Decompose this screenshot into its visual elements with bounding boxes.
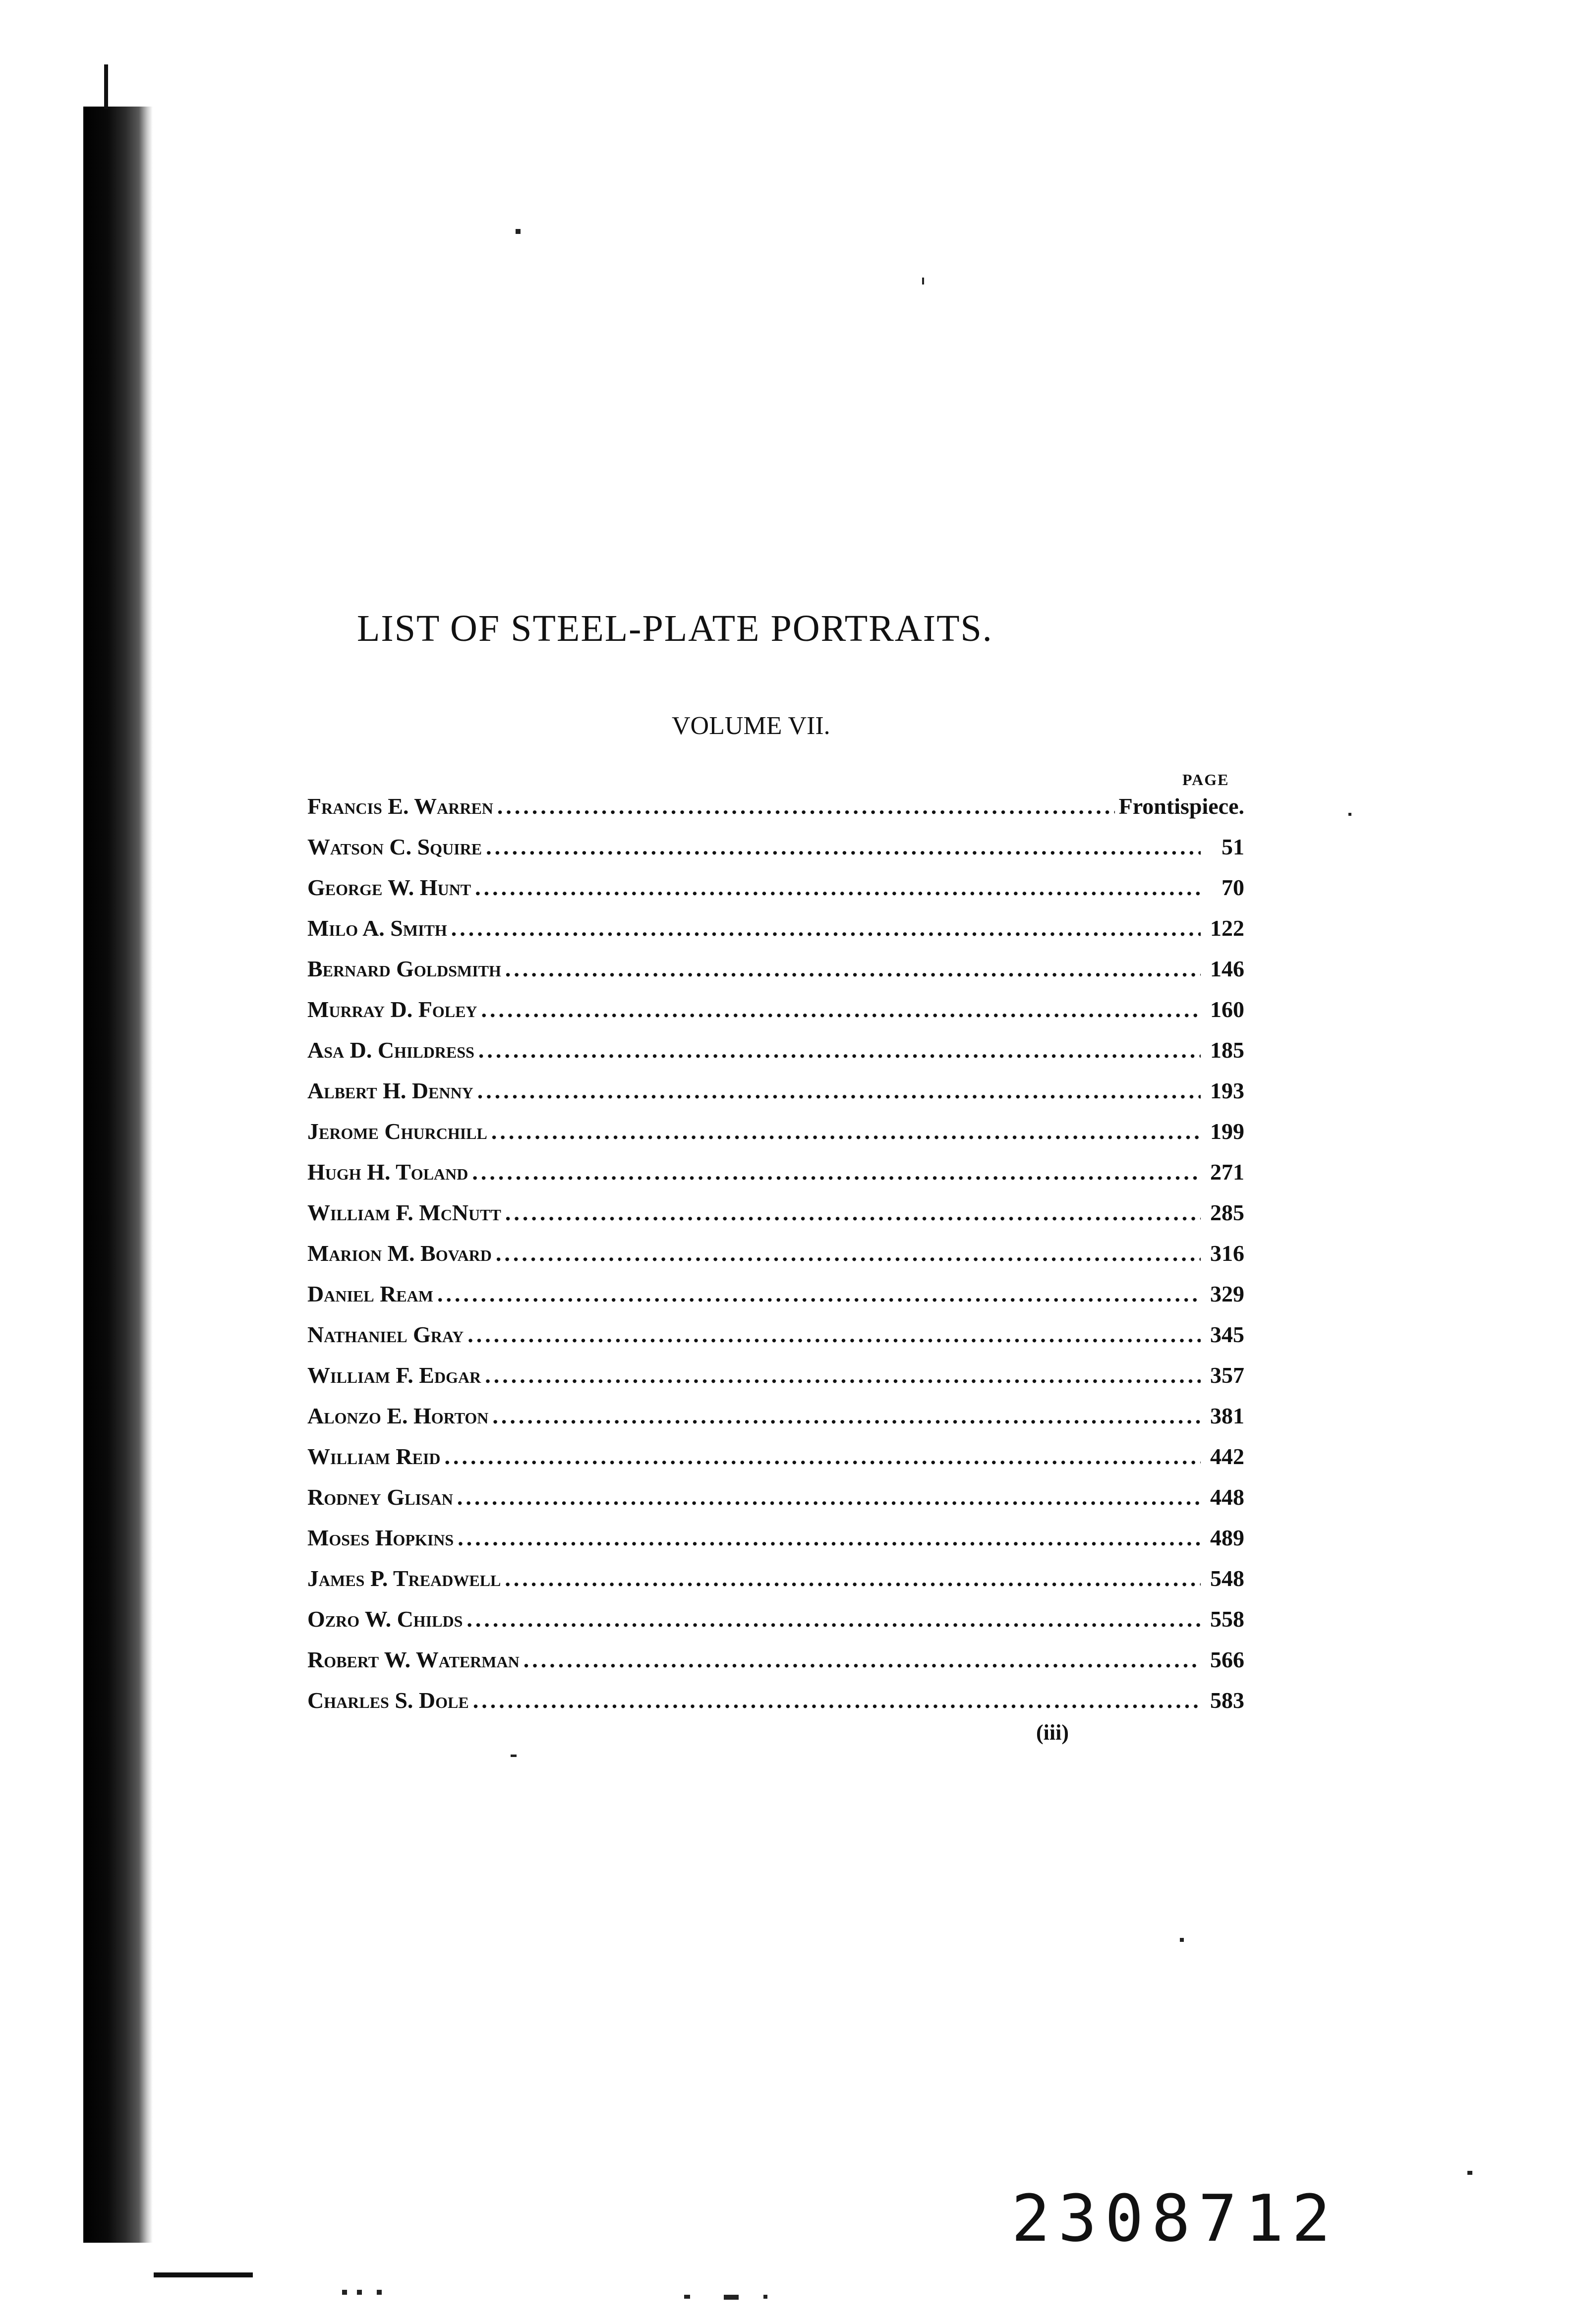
- portrait-page: 146: [1210, 956, 1244, 981]
- portrait-page: Frontispiece.: [1118, 794, 1244, 819]
- dot-leader: [485, 1362, 1201, 1388]
- accession-stamp: 2308712: [1011, 2181, 1338, 2256]
- folio: (iii): [1036, 1720, 1069, 1745]
- portrait-name: Alonzo E. Horton: [307, 1403, 489, 1428]
- portrait-page: 583: [1210, 1688, 1244, 1713]
- portrait-name: Hugh H. Toland: [307, 1159, 468, 1185]
- portrait-page: 70: [1222, 875, 1244, 900]
- portrait-name: George W. Hunt: [307, 875, 471, 900]
- dot-leader: [486, 834, 1201, 860]
- page-column-label: PAGE: [1182, 771, 1229, 789]
- dot-leader: [475, 874, 1201, 901]
- dot-leader: [496, 1240, 1201, 1266]
- dot-leader: [472, 1159, 1201, 1185]
- list-item: [307, 956, 1244, 996]
- dot-leader: [473, 1687, 1201, 1713]
- dot-leader: [497, 793, 1115, 819]
- portrait-page: 122: [1210, 915, 1244, 941]
- list-item: [307, 1525, 1244, 1565]
- portrait-page: 199: [1210, 1119, 1244, 1144]
- portrait-page: 51: [1222, 834, 1244, 859]
- portrait-page: 489: [1210, 1525, 1244, 1550]
- list-item: [307, 1362, 1244, 1403]
- portrait-name: Robert W. Waterman: [307, 1647, 520, 1672]
- portrait-page: 185: [1210, 1037, 1244, 1063]
- dot-leader: [481, 996, 1201, 1022]
- scan-speck: [684, 2295, 690, 2299]
- list-item: [307, 1037, 1244, 1077]
- portrait-page: 548: [1210, 1566, 1244, 1591]
- binding-mark-bottom: [154, 2272, 253, 2277]
- portrait-name: Nathaniel Gray: [307, 1322, 464, 1347]
- dot-leader: [505, 956, 1201, 982]
- portrait-page: 271: [1210, 1159, 1244, 1185]
- portrait-name: Albert H. Denny: [307, 1078, 473, 1103]
- dot-leader: [505, 1565, 1201, 1591]
- list-item: [307, 1403, 1244, 1443]
- portrait-name: Moses Hopkins: [307, 1525, 454, 1550]
- page-title: LIST OF STEEL-PLATE PORTRAITS.: [357, 608, 993, 649]
- portrait-list: [307, 793, 1244, 1728]
- portrait-name: Rodney Glisan: [307, 1484, 453, 1510]
- portrait-page: 558: [1210, 1606, 1244, 1632]
- portrait-name: Daniel Ream: [307, 1281, 433, 1306]
- list-item: [307, 793, 1244, 834]
- dot-leader: [457, 1484, 1201, 1510]
- volume-heading: VOLUME VII.: [672, 712, 830, 740]
- binding-mark-top: [104, 64, 108, 109]
- list-item: [307, 1687, 1244, 1728]
- portrait-page: 345: [1210, 1322, 1244, 1347]
- dot-leader: [478, 1037, 1201, 1063]
- list-item: [307, 1606, 1244, 1646]
- portrait-name: William Reid: [307, 1444, 441, 1469]
- portrait-name: Asa D. Childress: [307, 1037, 474, 1063]
- list-item: [307, 915, 1244, 956]
- scan-speck: [1467, 2171, 1472, 2175]
- list-item: [307, 1199, 1244, 1240]
- binding-shadow: [83, 107, 153, 2243]
- list-item: [307, 1646, 1244, 1687]
- list-item: [307, 1484, 1244, 1525]
- scan-speck: [1348, 813, 1351, 816]
- list-item: [307, 1159, 1244, 1199]
- dot-leader: [445, 1443, 1201, 1470]
- dot-leader: [466, 1606, 1201, 1632]
- portrait-name: Murray D. Foley: [307, 997, 477, 1022]
- list-item: [307, 1118, 1244, 1159]
- dot-leader: [458, 1525, 1201, 1551]
- dot-leader: [505, 1199, 1201, 1226]
- list-item: [307, 1443, 1244, 1484]
- portrait-name: Marion M. Bovard: [307, 1241, 492, 1266]
- scan-speck: [724, 2295, 739, 2300]
- scan-speck: [342, 2290, 347, 2295]
- scan-speck: [357, 2290, 362, 2295]
- portrait-name: James P. Treadwell: [307, 1566, 501, 1591]
- list-item: [307, 834, 1244, 874]
- list-item: [307, 996, 1244, 1037]
- portrait-page: 448: [1210, 1484, 1244, 1510]
- dot-leader: [467, 1321, 1201, 1348]
- portrait-page: 193: [1210, 1078, 1244, 1103]
- scan-speck: [516, 229, 521, 234]
- portrait-name: William F. Edgar: [307, 1362, 481, 1388]
- portrait-name: Jerome Churchill: [307, 1119, 487, 1144]
- dot-leader: [524, 1646, 1201, 1673]
- portrait-name: Watson C. Squire: [307, 834, 482, 859]
- scan-speck: [511, 1755, 517, 1757]
- list-item: [307, 1281, 1244, 1321]
- dot-leader: [492, 1403, 1201, 1429]
- portrait-page: 442: [1210, 1444, 1244, 1469]
- list-item: [307, 1565, 1244, 1606]
- portrait-page: 285: [1210, 1200, 1244, 1225]
- portrait-page: 357: [1210, 1362, 1244, 1388]
- portrait-name: William F. McNutt: [307, 1200, 501, 1225]
- dot-leader: [437, 1281, 1201, 1307]
- portrait-page: 566: [1210, 1647, 1244, 1672]
- portrait-name: Milo A. Smith: [307, 915, 447, 941]
- list-item: [307, 1321, 1244, 1362]
- scan-speck: [763, 2295, 767, 2299]
- dot-leader: [491, 1118, 1201, 1144]
- portrait-name: Francis E. Warren: [307, 794, 493, 819]
- dot-leader: [477, 1077, 1201, 1104]
- list-item: [307, 1240, 1244, 1281]
- portrait-name: Charles S. Dole: [307, 1688, 469, 1713]
- portrait-page: 329: [1210, 1281, 1244, 1306]
- list-item: [307, 874, 1244, 915]
- portrait-page: 160: [1210, 997, 1244, 1022]
- list-item: [307, 1077, 1244, 1118]
- portrait-name: Ozro W. Childs: [307, 1606, 463, 1632]
- scan-speck: [1180, 1938, 1184, 1942]
- portrait-name: Bernard Goldsmith: [307, 956, 501, 981]
- scan-speck: [922, 278, 924, 284]
- portrait-page: 316: [1210, 1241, 1244, 1266]
- dot-leader: [451, 915, 1201, 941]
- scan-speck: [377, 2290, 382, 2295]
- portrait-page: 381: [1210, 1403, 1244, 1428]
